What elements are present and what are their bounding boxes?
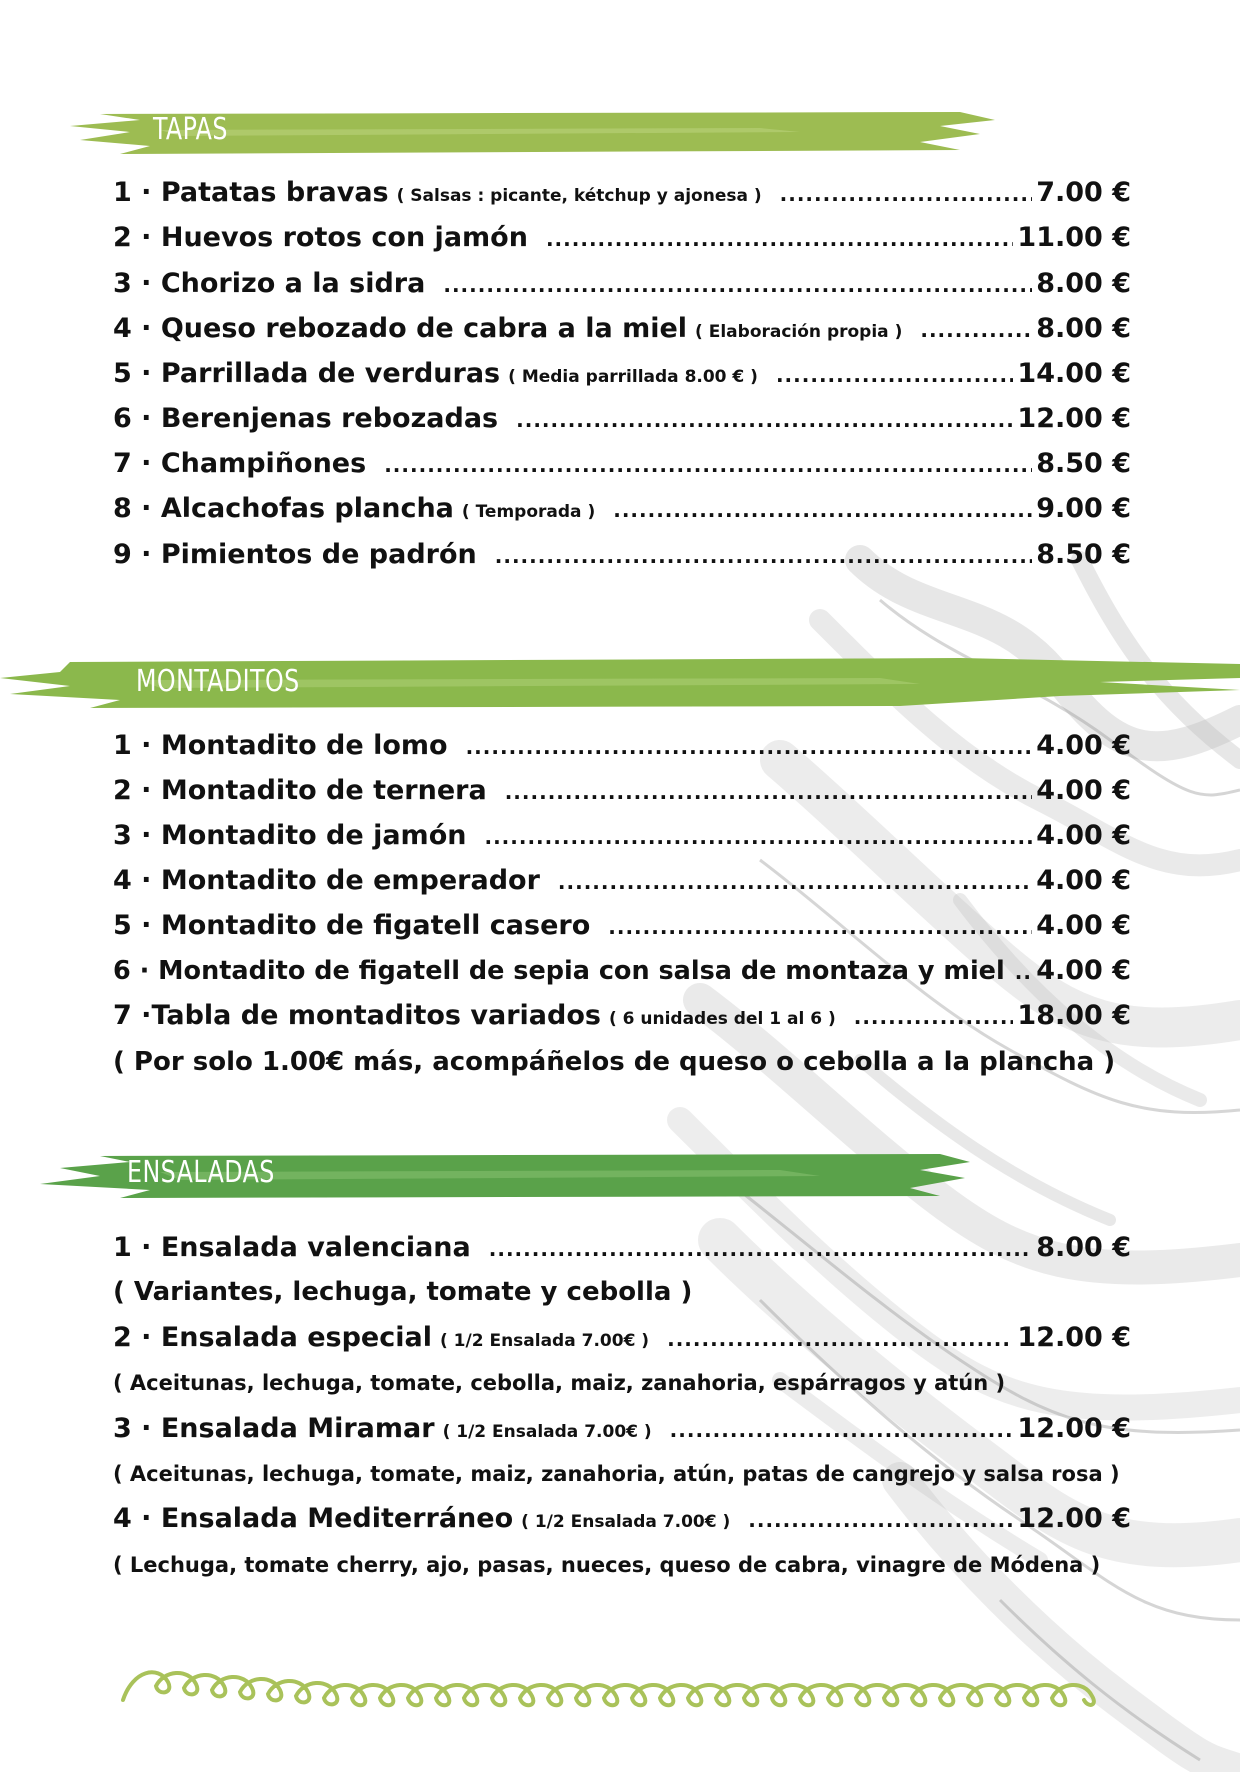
item-name: 1 · Patatas bravas	[113, 177, 389, 208]
dot-leader	[1015, 960, 1032, 984]
item-name: 7 ·Tabla de montaditos variados	[113, 1000, 601, 1031]
dot-leader	[748, 1508, 1013, 1532]
section-title-montaditos: MONTADITOS	[136, 664, 300, 699]
item-price: 4.00 €	[1036, 865, 1131, 896]
item-price: 12.00 €	[1017, 1322, 1131, 1353]
item-name: 7 · Champiñones	[113, 448, 367, 479]
item-name: 5 · Parrillada de verduras	[113, 358, 501, 389]
dot-leader	[670, 1418, 1014, 1442]
menu-item	[113, 820, 1131, 860]
item-note: ( Salsas : picante, kétchup y ajonesa )	[396, 186, 762, 206]
menu-item	[113, 268, 1131, 308]
dot-leader	[384, 453, 1032, 477]
menu-item	[113, 1413, 1131, 1453]
item-price: 18.00 €	[1017, 1000, 1131, 1031]
menu-item	[113, 493, 1131, 533]
dot-leader	[558, 870, 1032, 894]
menu-item	[113, 222, 1131, 262]
menu-item	[113, 539, 1131, 579]
item-price: 8.00 €	[1036, 268, 1131, 299]
menu-item	[113, 775, 1131, 815]
item-price: 4.00 €	[1036, 955, 1131, 986]
item-name: 1 · Montadito de lomo	[113, 730, 448, 761]
item-description: ( Aceitunas, lechuga, tomate, maiz, zanahoria, atún, patas de cangrejo y salsa rosa )	[113, 1462, 1120, 1486]
item-price: 12.00 €	[1017, 403, 1131, 434]
dot-leader	[484, 825, 1032, 849]
montaditos-footnote: ( Por solo 1.00€ más, acompáñelos de queso o cebolla a la plancha )	[113, 1047, 1116, 1077]
dot-leader	[613, 498, 1032, 522]
item-name: 2 · Ensalada especial	[113, 1322, 432, 1353]
item-price: 12.00 €	[1017, 1413, 1131, 1444]
menu-item	[113, 955, 1131, 995]
item-description: ( Lechuga, tomate cherry, ajo, pasas, nueces, queso de cabra, vinagre de Módena )	[113, 1553, 1101, 1577]
menu-item	[113, 910, 1131, 950]
menu-item	[113, 313, 1131, 353]
item-note: ( 1/2 Ensalada 7.00€ )	[439, 1331, 650, 1351]
dot-leader	[776, 363, 1013, 387]
dot-leader	[546, 227, 1013, 251]
item-price: 7.00 €	[1036, 177, 1131, 208]
section-title-tapas: TAPAS	[153, 112, 228, 147]
item-note: ( Temporada )	[461, 502, 596, 522]
menu-item	[113, 1000, 1131, 1040]
dot-leader	[495, 544, 1032, 568]
item-price: 12.00 €	[1017, 1503, 1131, 1534]
item-price: 9.00 €	[1036, 493, 1131, 524]
item-name: 1 · Ensalada valenciana	[113, 1232, 471, 1263]
dot-leader	[920, 318, 1032, 342]
item-name: 9 · Pimientos de padrón	[113, 539, 477, 570]
item-note: ( 1/2 Ensalada 7.00€ )	[442, 1422, 652, 1442]
menu-item	[113, 865, 1131, 905]
wave-border-icon	[118, 1660, 1118, 1710]
item-note: ( Media parrillada 8.00 € )	[508, 367, 758, 387]
item-name: 6 · Montadito de figatell de sepia con salsa de montaza y miel	[113, 956, 1005, 986]
item-description: ( Aceitunas, lechuga, tomate, cebolla, maiz, zanahoria, espárragos y atún )	[113, 1371, 1006, 1395]
dot-leader	[780, 182, 1033, 206]
menu-item	[113, 358, 1131, 398]
item-price: 11.00 €	[1017, 222, 1131, 253]
menu-item	[113, 448, 1131, 488]
menu-item	[113, 1322, 1131, 1362]
item-price: 8.50 €	[1036, 539, 1131, 570]
item-name: 4 · Montadito de emperador	[113, 865, 540, 896]
item-name: 2 · Huevos rotos con jamón	[113, 222, 528, 253]
item-price: 8.00 €	[1036, 313, 1131, 344]
item-price: 4.00 €	[1036, 910, 1131, 941]
menu-item	[113, 730, 1131, 770]
item-price: 8.50 €	[1036, 448, 1131, 479]
item-name: 3 · Ensalada Miramar	[113, 1413, 435, 1444]
item-price: 8.00 €	[1036, 1232, 1131, 1263]
dot-leader	[608, 915, 1032, 939]
item-description: ( Variantes, lechuga, tomate y cebolla )	[113, 1277, 693, 1307]
item-name: 3 · Montadito de jamón	[113, 820, 467, 851]
item-name: 3 · Chorizo a la sidra	[113, 268, 426, 299]
item-price: 4.00 €	[1036, 775, 1131, 806]
dot-leader	[516, 408, 1013, 432]
item-price: 4.00 €	[1036, 820, 1131, 851]
menu-item	[113, 1503, 1131, 1543]
dot-leader	[443, 273, 1032, 297]
dot-leader	[667, 1327, 1013, 1351]
item-price: 14.00 €	[1017, 358, 1131, 389]
item-name: 5 · Montadito de figatell casero	[113, 910, 591, 941]
menu-item	[113, 177, 1131, 217]
item-price: 4.00 €	[1036, 730, 1131, 761]
dot-leader	[505, 780, 1032, 804]
item-name: 4 · Queso rebozado de cabra a la miel	[113, 313, 688, 344]
item-name: 4 · Ensalada Mediterráneo	[113, 1503, 514, 1534]
dot-leader	[466, 735, 1033, 759]
item-note: ( Elaboración propia )	[695, 322, 903, 342]
item-note: ( 6 unidades del 1 al 6 )	[608, 1009, 836, 1029]
item-name: 2 · Montadito de ternera	[113, 775, 487, 806]
item-note: ( 1/2 Ensalada 7.00€ )	[521, 1512, 731, 1532]
dot-leader	[854, 1005, 1014, 1029]
dot-leader	[489, 1237, 1032, 1261]
item-name: 6 · Berenjenas rebozadas	[113, 403, 499, 434]
menu-item	[113, 1232, 1131, 1272]
item-name: 8 · Alcachofas plancha	[113, 493, 454, 524]
menu-item	[113, 403, 1131, 443]
section-title-ensaladas: ENSALADAS	[127, 1155, 275, 1190]
